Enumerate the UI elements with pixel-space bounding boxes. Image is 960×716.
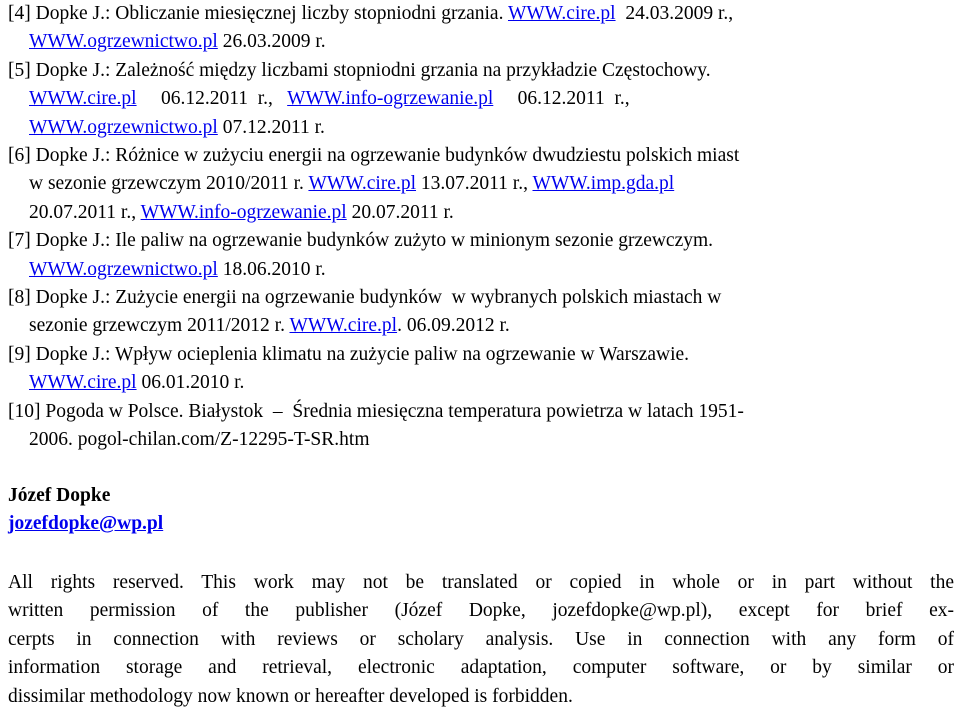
reference-line (29, 85, 954, 113)
reference-text: 13.07.2011 r., (416, 173, 533, 195)
reference-link[interactable]: WWW.cire.pl (507, 3, 616, 24)
author-block (8, 482, 163, 539)
reference-text: [10] Pogoda w Polsce. Białystok – Średnia miesięczna temperatura powietrza w latach 1951- (8, 400, 744, 422)
reference-link[interactable]: WWW.info-ogrzewanie.pl (140, 201, 347, 223)
reference-line (8, 142, 954, 170)
reference-text: 26.03.2009 r. (217, 31, 326, 53)
reference-list (8, 0, 954, 455)
reference-line (29, 199, 954, 227)
reference-ref-10 (8, 398, 954, 455)
reference-text: sezonie grzewczym 2011/2012 r. (29, 315, 290, 337)
reference-line (8, 398, 954, 426)
author-name: Józef Dopke (8, 485, 111, 506)
reference-line (29, 426, 954, 454)
reference-line (8, 57, 954, 85)
rights-notice (8, 569, 954, 711)
reference-text: [7] Dopke J.: Ile paliw na ogrzewanie budynków zużyto w minionym sezonie grzewczym. (8, 230, 714, 252)
reference-ref-4 (8, 0, 954, 57)
reference-link[interactable]: WWW.info-ogrzewanie.pl (287, 88, 494, 110)
reference-line (29, 312, 954, 340)
reference-text: [4] Dopke J.: Obliczanie miesięcznej liczby stopniodni grzania. (8, 3, 508, 24)
author-email-link[interactable]: jozefdopke@wp.pl (8, 513, 164, 535)
reference-text: w sezonie grzewczym 2010/2011 r. (29, 173, 309, 195)
reference-text: 06.12.2011 r., (136, 88, 288, 110)
reference-link[interactable]: WWW.ogrzewnictwo.pl (29, 258, 218, 280)
reference-text: 2006. pogol-chilan.com/Z-12295-T-SR.htm (29, 429, 370, 451)
reference-text: . 06.09.2012 r. (397, 315, 510, 337)
reference-text: 07.12.2011 r. (217, 116, 325, 138)
rights-line: cerpts in connection with reviews or scholary analysis. Use in connection with any form of (8, 628, 954, 650)
reference-line (29, 369, 954, 397)
reference-ref-7 (8, 227, 954, 284)
reference-line (8, 227, 954, 255)
reference-ref-5 (8, 57, 954, 142)
reference-text: [5] Dopke J.: Zależność między liczbami stopniodni grzania na przykładzie Częstochowy. (8, 59, 711, 81)
reference-text: 06.01.2010 r. (136, 372, 245, 394)
reference-text: 18.06.2010 r. (217, 258, 326, 280)
reference-text: [9] Dopke J.: Wpływ ocieplenia klimatu na zużycie paliw na ogrzewanie w Warszawie. (8, 343, 690, 365)
reference-line (8, 284, 954, 312)
reference-link[interactable]: WWW.cire.pl (29, 88, 137, 110)
rights-line: dissimilar methodology now known or hereafter developed is forbidden. (8, 685, 573, 707)
reference-line (8, 0, 954, 28)
reference-ref-8 (8, 284, 954, 341)
reference-text: 20.07.2011 r., (29, 201, 141, 223)
reference-text: 24.03.2009 r., (615, 3, 734, 24)
reference-ref-6 (8, 142, 954, 227)
rights-line: information storage and retrieval, electronic adaptation, computer software, or by similar or (8, 657, 954, 679)
reference-link[interactable]: WWW.cire.pl (29, 372, 137, 394)
reference-line (29, 256, 954, 284)
reference-link[interactable]: WWW.ogrzewnictwo.pl (29, 116, 218, 138)
reference-link[interactable]: WWW.imp.gda.pl (532, 173, 675, 195)
reference-text: 06.12.2011 r., (493, 88, 630, 110)
reference-text: 20.07.2011 r. (346, 201, 454, 223)
reference-line (29, 114, 954, 142)
reference-line (29, 170, 954, 198)
reference-link[interactable]: WWW.cire.pl (289, 315, 398, 337)
rights-line: All rights reserved. This work may not be translated or copied in whole or in part without the (8, 572, 954, 593)
reference-ref-9 (8, 341, 954, 398)
reference-link[interactable]: WWW.ogrzewnictwo.pl (29, 31, 218, 53)
reference-text: [6] Dopke J.: Różnice w zużyciu energii na ogrzewanie budynków dwudziestu polskich miast (8, 145, 740, 167)
reference-line (29, 28, 954, 56)
reference-link[interactable]: WWW.cire.pl (308, 173, 417, 195)
rights-line: written permission of the publisher (Józef Dopke, jozefdopke@wp.pl), except for brief ex- (8, 600, 954, 622)
reference-line (8, 341, 954, 369)
reference-text: [8] Dopke J.: Zużycie energii na ogrzewanie budynków w wybranych polskich miastach w (8, 287, 722, 309)
